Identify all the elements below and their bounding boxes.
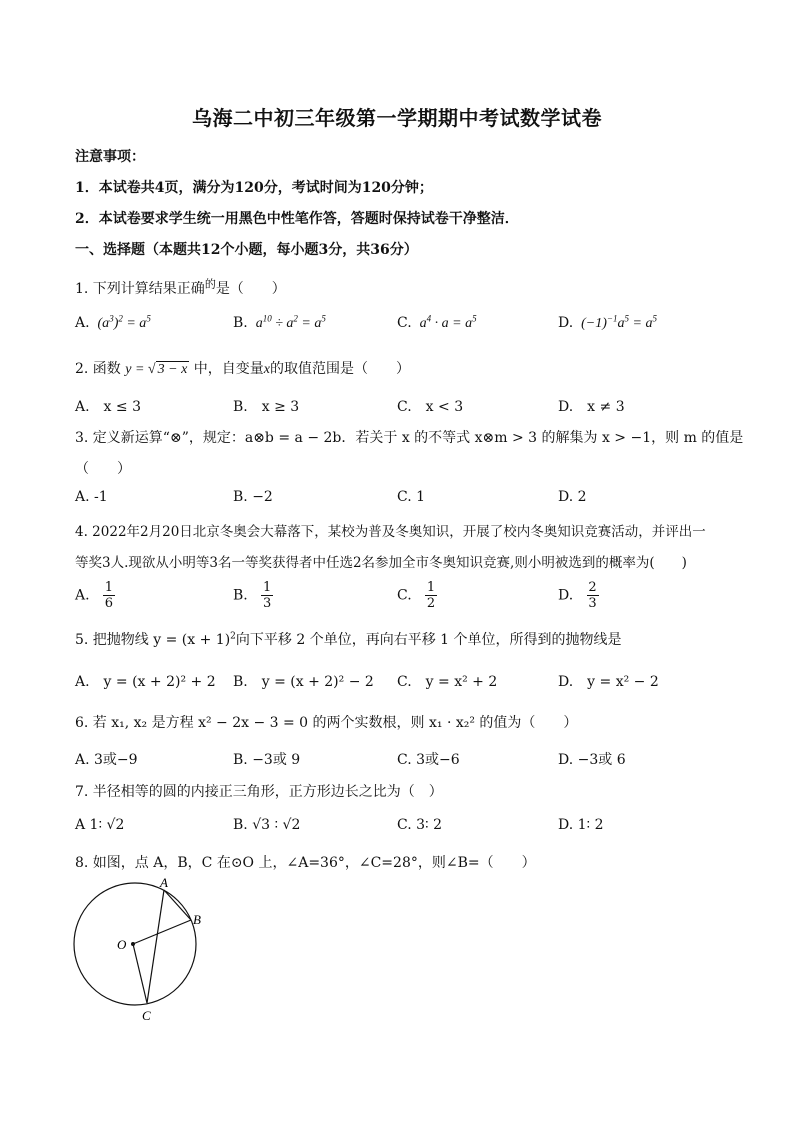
question-5-option-a: A. y = (x + 2)² + 2 bbox=[75, 674, 216, 690]
question-6-option-b: B. −3或 9 bbox=[233, 752, 301, 768]
question-4-stem-line-2: 等奖3人.现欲从小明等3名一等奖获得者中任选2名参加全市冬奥知识竞赛,则小明被选到的概率为( ) bbox=[75, 555, 687, 571]
segment-ab bbox=[164, 890, 191, 920]
question-2-option-c: C. x < 3 bbox=[397, 399, 464, 415]
label-b: B bbox=[193, 912, 201, 927]
question-4-option-d: D. $\frac{2}{3}$ bbox=[558, 580, 597, 611]
page-title: 乌海二中初三年级第一学期期中考试数学试卷 bbox=[192, 106, 602, 130]
question-6-stem: 6. 若 x₁, x₂ 是方程 x² − 2x − 3 = 0 的两个实数根，则 x₁ · x₂² 的值为（ ） bbox=[75, 715, 578, 731]
question-1-option-d: D. $(-1)^{-1}a^5 = a^5$ bbox=[558, 313, 657, 331]
question-3-option-c: C. 1 bbox=[397, 489, 426, 505]
question-6-option-d: D. −3或 6 bbox=[558, 752, 626, 768]
question-5-stem: 5. 把抛物线 $y = (x + 1)^2$向下平移 2 个单位，再向右平移 1 个单位，所得到的抛物线是 bbox=[75, 631, 622, 648]
segment-ob bbox=[133, 920, 191, 944]
question-6-option-c: C. 3或−6 bbox=[397, 752, 460, 768]
question-3-stem-line-1: 3. 定义新运算“⊗”，规定：a⊗b = a − 2b．若关于 x 的不等式 x⊗m > 3 的解集为 x > −1，则 m 的值是 bbox=[75, 430, 744, 446]
question-1-option-a: A. $(a^3)^2 = a^5$ bbox=[75, 313, 151, 331]
question-4-option-a: A. $\frac{1}{6}$ bbox=[75, 580, 114, 611]
question-3-option-d: D. 2 bbox=[558, 489, 587, 505]
notice-item-2: 2．本试卷要求学生统一用黑色中性笔作答，答题时保持试卷干净整洁． bbox=[75, 211, 519, 227]
question-3-option-b: B. −2 bbox=[233, 489, 273, 505]
question-5-option-b: B. y = (x + 2)² − 2 bbox=[233, 674, 374, 690]
label-a: A bbox=[160, 875, 168, 890]
question-4-option-b: B. $\frac{1}{3}$ bbox=[233, 580, 272, 611]
question-1-option-c: C. $a^4 \cdot a = a^5$ bbox=[397, 313, 477, 331]
notice-item-1: 1．本试卷共4页，满分为120分，考试时间为120分钟； bbox=[75, 180, 433, 196]
question-2-stem: 2. 函数 y = √ 3 − x 中，自变量x的取值范围是（ ） bbox=[75, 361, 410, 377]
notice-heading: 注意事项： bbox=[75, 149, 145, 165]
question-5-option-d: D. y = x² − 2 bbox=[558, 674, 659, 690]
circle-figure bbox=[60, 870, 220, 1030]
question-2-option-a: A. x ≤ 3 bbox=[75, 399, 141, 415]
question-4-option-c: C. $\frac{1}{2}$ bbox=[397, 580, 436, 611]
question-2-option-d: D. x ≠ 3 bbox=[558, 399, 625, 415]
question-4-stem-line-1: 4. 2022年2月20日北京冬奥会大幕落下，某校为普及冬奥知识，开展了校内冬奥知识竞赛活动，并评出一 bbox=[75, 524, 706, 540]
label-c: C bbox=[142, 1008, 151, 1023]
question-1-stem: 1. 下列计算结果正确$^的$是（ ） bbox=[75, 277, 286, 297]
question-3-stem-line-2: （ ） bbox=[75, 461, 131, 477]
question-7-stem: 7. 半径相等的圆的内接正三角形，正方形边长之比为（ ） bbox=[75, 784, 443, 800]
center-point bbox=[131, 942, 135, 946]
question-7-option-d: D. 1∶ 2 bbox=[558, 817, 604, 833]
question-2-option-b: B. x ≥ 3 bbox=[233, 399, 300, 415]
segment-oc bbox=[133, 944, 147, 1003]
question-7-option-c: C. 3∶ 2 bbox=[397, 817, 443, 833]
question-5-option-c: C. y = x² + 2 bbox=[397, 674, 498, 690]
label-o: O bbox=[117, 937, 127, 952]
question-6-option-a: A. 3或−9 bbox=[75, 752, 138, 768]
question-7-option-b: B. √3 ∶ √2 bbox=[233, 817, 301, 833]
question-7-option-a: A 1∶ √2 bbox=[75, 817, 125, 833]
segment-ac bbox=[147, 890, 164, 1003]
question-8-stem: 8. 如图，点 A，B，C 在⊙O 上，∠A=36°，∠C=28°，则∠B=（ ） bbox=[75, 855, 536, 871]
question-3-option-a: A. -1 bbox=[75, 489, 108, 505]
section-heading: 一、选择题（本题共12个小题，每小题3分，共36分） bbox=[75, 242, 418, 258]
question-1-option-b: B. $a^{10} \div a^2 = a^5$ bbox=[233, 313, 326, 331]
